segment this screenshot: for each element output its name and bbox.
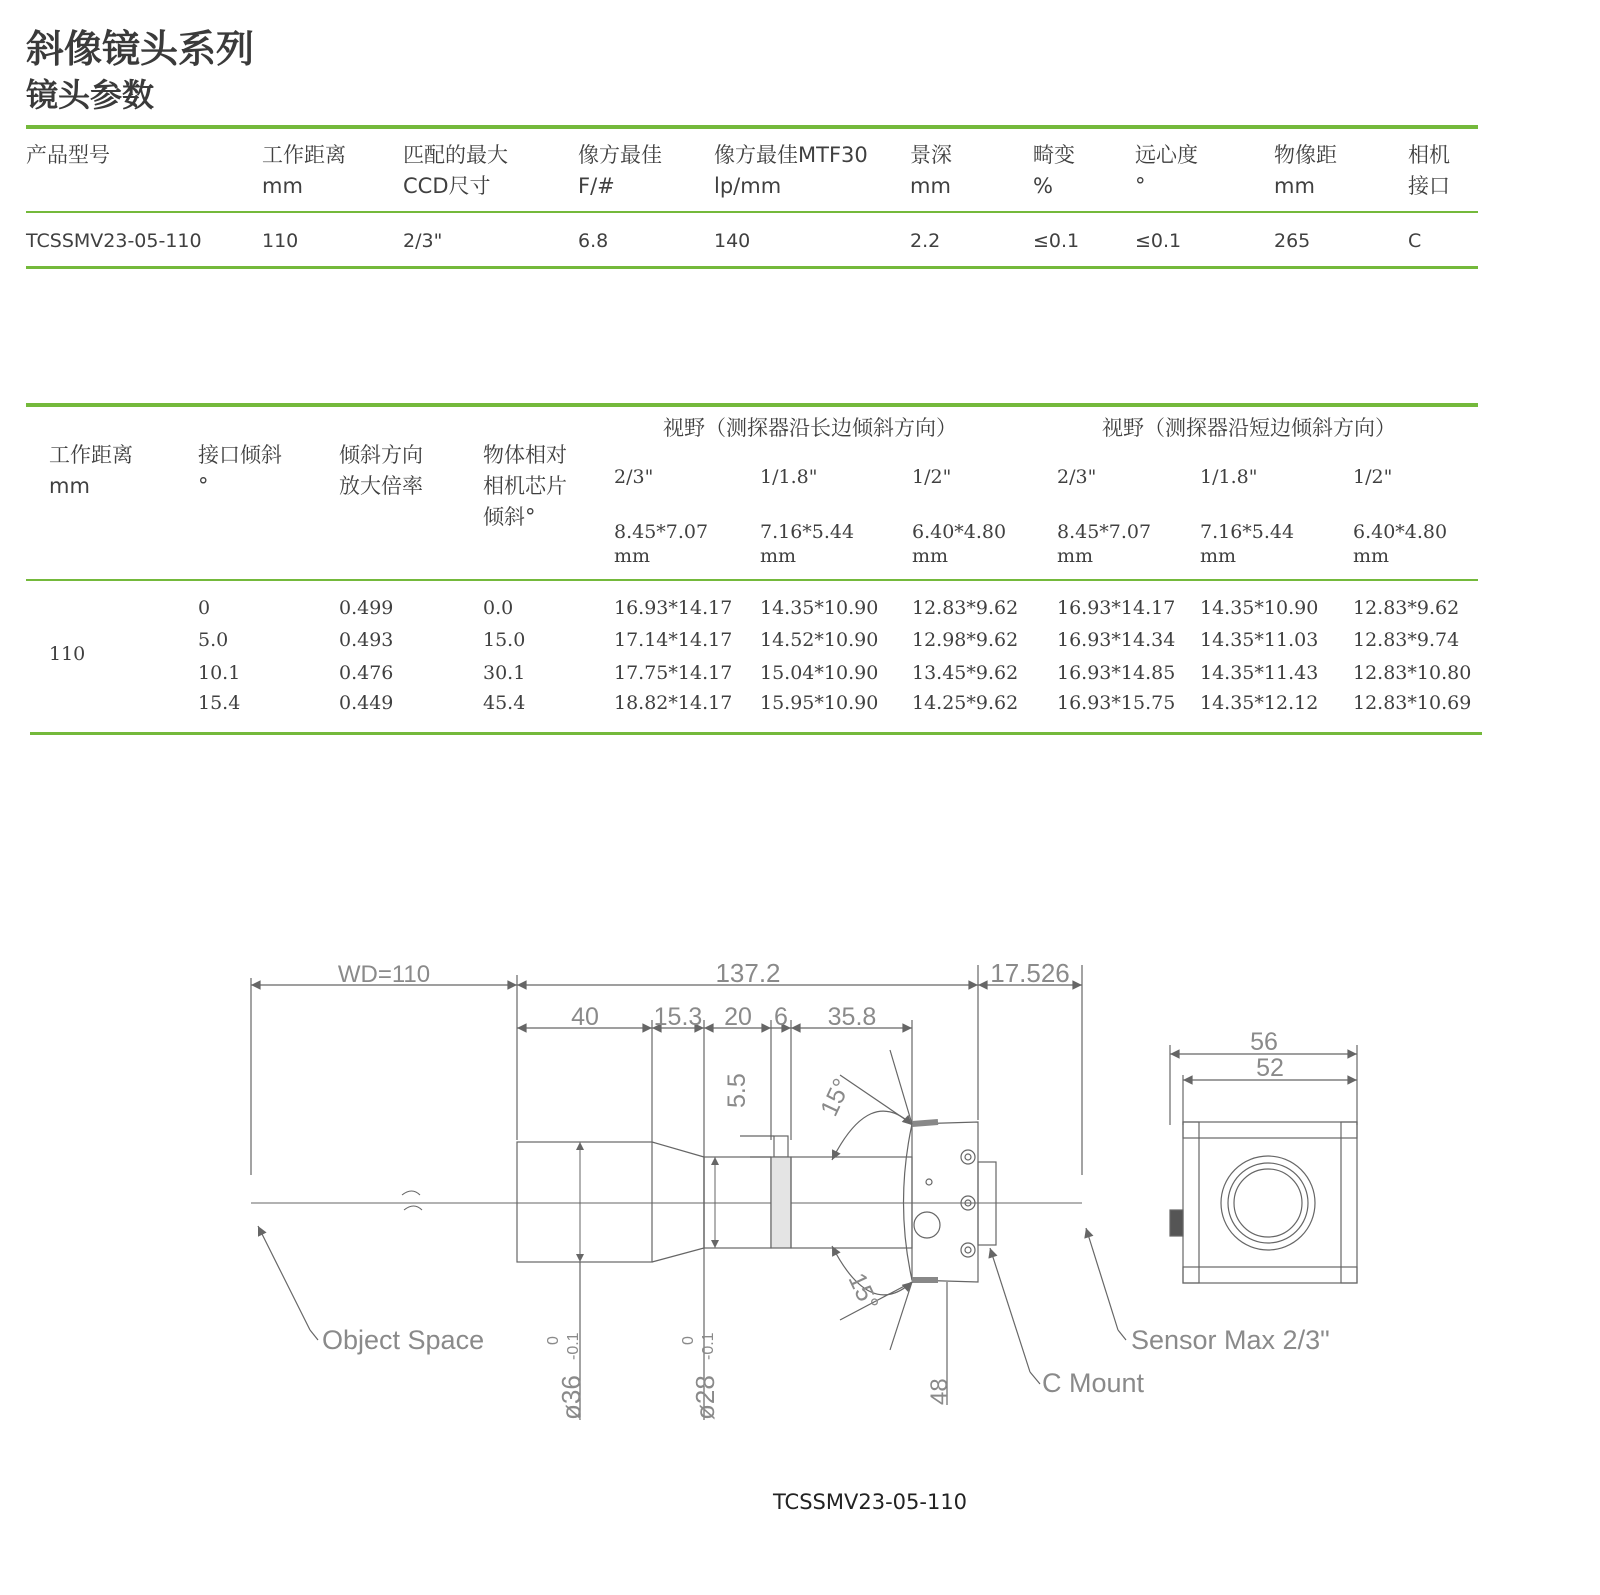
header-cell: 畸变 % — [1033, 143, 1075, 198]
sensor-unit: mm — [1200, 545, 1237, 567]
header-cell: 相机 接口 — [1408, 143, 1450, 198]
header-cell: 匹配的最大 CCD尺寸 — [403, 143, 508, 198]
sensor-dim: 6.40*4.80 — [912, 521, 1007, 543]
table-cell: 15.04*10.90 — [760, 662, 879, 684]
table-cell: 2/3" — [403, 230, 443, 252]
table-cell: 14.52*10.90 — [760, 629, 879, 651]
table-cell: 0.476 — [339, 662, 394, 684]
table-cell: 0.0 — [483, 597, 514, 619]
header-cell: 倾斜方向 放大倍率 — [339, 443, 423, 498]
tol-lower-2: -0.1 — [700, 1332, 717, 1360]
sensor-size-header: 1/2" — [912, 466, 952, 488]
header-cell: 工作距离 mm — [49, 443, 133, 498]
table-cell: 12.83*10.80 — [1353, 662, 1472, 684]
table-cell: 6.8 — [578, 230, 609, 252]
sensor-unit: mm — [1057, 545, 1094, 567]
table-cell: 2.2 — [910, 230, 941, 252]
table-cell: 14.35*11.43 — [1200, 662, 1319, 684]
dim-outer-width: 56 — [1250, 1028, 1278, 1056]
sensor-size-header: 1/1.8" — [1200, 466, 1258, 488]
sensor-size-header: 1/1.8" — [760, 466, 818, 488]
table-cell: C — [1408, 230, 1422, 252]
table-cell: 16.93*14.85 — [1057, 662, 1176, 684]
header-cell: 工作距离 mm — [262, 143, 346, 198]
header-cell: 像方最佳MTF30 lp/mm — [714, 143, 868, 198]
sensor-unit: mm — [912, 545, 949, 567]
tol-upper-1: 0 — [545, 1336, 562, 1345]
dim-wd: WD=110 — [337, 961, 431, 988]
dim-seg-4: 6 — [774, 1003, 788, 1031]
table-cell: 14.35*10.90 — [760, 597, 879, 619]
dim-back-focus: 17.526 — [990, 958, 1070, 988]
table-cell: ≤0.1 — [1135, 230, 1182, 252]
dim-inner-width: 52 — [1256, 1054, 1284, 1082]
header-cell: 远心度 ° — [1135, 143, 1198, 198]
table-cell: 12.83*10.69 — [1353, 692, 1472, 714]
label-c-mount: C Mount — [1042, 1368, 1145, 1398]
dim-seg-1: 40 — [571, 1003, 599, 1031]
sensor-unit: mm — [1353, 545, 1390, 567]
table-cell: 110 — [262, 230, 299, 252]
group-header-short: 视野（测探器沿短边倾斜方向） — [1102, 416, 1396, 440]
dim-seg-2: 15.3 — [653, 1003, 703, 1031]
table-cell: 15.95*10.90 — [760, 692, 879, 714]
header-cell: 产品型号 — [26, 143, 110, 167]
dim-pin: 5.5 — [723, 1073, 751, 1108]
dim-seg-3: 20 — [724, 1003, 752, 1031]
table-cell: TCSSMV23-05-110 — [26, 230, 202, 252]
sensor-size-header: 2/3" — [1057, 466, 1097, 488]
table-cell: 16.93*14.17 — [1057, 597, 1176, 619]
table-cell: 0.493 — [339, 629, 394, 651]
sensor-dim: 6.40*4.80 — [1353, 521, 1448, 543]
label-sensor: Sensor Max 2/3" — [1131, 1325, 1330, 1355]
table-cell: 12.83*9.62 — [1353, 597, 1460, 619]
table-cell: 18.82*14.17 — [614, 692, 733, 714]
drawing-caption: TCSSMV23-05-110 — [772, 1490, 968, 1514]
table-cell: 265 — [1274, 230, 1311, 252]
table-cell: 12.98*9.62 — [912, 629, 1019, 651]
sensor-dim: 8.45*7.07 — [614, 521, 709, 543]
tol-upper-2: 0 — [680, 1336, 697, 1345]
page-title: 斜像镜头系列 — [26, 27, 255, 71]
table-cell: 17.14*14.17 — [614, 629, 733, 651]
section-title: 镜头参数 — [26, 76, 155, 114]
table-cell: 5.0 — [198, 629, 229, 651]
table-cell: 14.25*9.62 — [912, 692, 1019, 714]
table-cell: 15.0 — [483, 629, 526, 651]
wd-cell: 110 — [49, 643, 86, 665]
tol-lower-1: -0.1 — [565, 1332, 582, 1360]
sensor-unit: mm — [614, 545, 651, 567]
sensor-unit: mm — [760, 545, 797, 567]
table-cell: 16.93*15.75 — [1057, 692, 1176, 714]
table-cell: 14.35*11.03 — [1200, 629, 1319, 651]
table-cell: 13.45*9.62 — [912, 662, 1019, 684]
sensor-dim: 8.45*7.07 — [1057, 521, 1152, 543]
table-cell: 14.35*12.12 — [1200, 692, 1319, 714]
sensor-dim: 7.16*5.44 — [1200, 521, 1295, 543]
angle-top: 15° — [815, 1074, 857, 1121]
header-cell: 接口倾斜 ° — [198, 443, 282, 498]
header-cell: 物体相对 相机芯片 倾斜° — [483, 443, 567, 529]
sensor-size-header: 2/3" — [614, 466, 654, 488]
dim-seg-5: 35.8 — [827, 1003, 877, 1031]
table-cell: 0 — [198, 597, 211, 619]
table-cell: 140 — [714, 230, 751, 252]
sensor-dim: 7.16*5.44 — [760, 521, 855, 543]
table-cell: 12.83*9.62 — [912, 597, 1019, 619]
table-cell: 15.4 — [198, 692, 241, 714]
table-cell: ≤0.1 — [1033, 230, 1080, 252]
table-cell: 45.4 — [483, 692, 526, 714]
table-cell: 0.499 — [339, 597, 394, 619]
sensor-size-header: 1/2" — [1353, 466, 1393, 488]
table-cell: 17.75*14.17 — [614, 662, 733, 684]
header-cell: 物像距 mm — [1274, 143, 1337, 198]
table-cell: 0.449 — [339, 692, 394, 714]
table-cell: 14.35*10.90 — [1200, 597, 1319, 619]
label-object-space: Object Space — [322, 1325, 485, 1355]
dim-dia-28: ø28 — [690, 1375, 720, 1420]
angle-bottom: 15° — [842, 1268, 884, 1315]
table-cell: 16.93*14.34 — [1057, 629, 1176, 651]
group-header-long: 视野（测探器沿长边倾斜方向） — [663, 416, 957, 440]
table-cell: 16.93*14.17 — [614, 597, 733, 619]
dim-dia-36: ø36 — [556, 1375, 586, 1420]
header-cell: 像方最佳 F/# — [578, 143, 662, 198]
dim-height: 48 — [926, 1378, 953, 1405]
header-cell: 景深 mm — [910, 143, 952, 198]
dim-total: 137.2 — [715, 958, 781, 988]
table-cell: 30.1 — [483, 662, 526, 684]
table-cell: 10.1 — [198, 662, 241, 684]
table-cell: 12.83*9.74 — [1353, 629, 1460, 651]
